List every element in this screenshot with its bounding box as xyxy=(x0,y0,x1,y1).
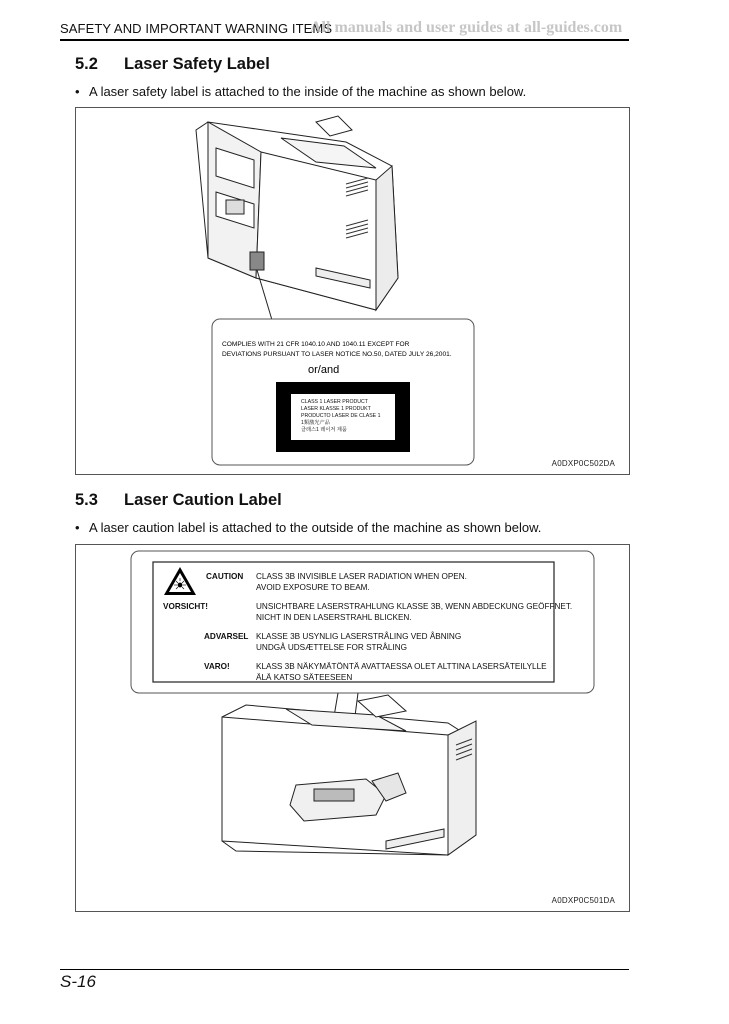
caution-heading: VORSICHT! xyxy=(163,602,209,611)
caution-text: AVOID EXPOSURE TO BEAM. xyxy=(256,583,370,592)
figure-code: A0DXP0C501DA xyxy=(551,896,615,905)
page-number: S-16 xyxy=(60,972,96,991)
caution-text: UNDGÅ UDSÆTTELSE FOR STRÅLING xyxy=(256,643,408,652)
section-title: Laser Caution Label xyxy=(124,491,282,509)
section-number: 5.3 xyxy=(75,491,98,509)
bullet-text xyxy=(75,84,526,99)
section-number: 5.2 xyxy=(75,55,98,73)
class-label-line: PRODUCTO LASER DE CLASE 1 xyxy=(301,413,381,419)
figure-code: A0DXP0C502DA xyxy=(551,459,615,468)
bullet-icon: • xyxy=(75,84,80,99)
compliance-line-2: DEVIATIONS PURSUANT TO LASER NOTICE NO.50, DATED JULY 26,2001. xyxy=(222,351,452,358)
caution-heading: VARO! xyxy=(204,662,230,671)
caution-text: CLASS 3B INVISIBLE LASER RADIATION WHEN OPEN. xyxy=(256,572,467,581)
footer-rule xyxy=(60,969,629,970)
class-label-line: LASER KLASSE 1 PRODUKT xyxy=(301,406,371,412)
caution-text: NICHT IN DEN LASERSTRAHL BLICKEN. xyxy=(256,613,412,622)
caution-heading: CAUTION xyxy=(206,572,244,581)
figure-laser-caution-label xyxy=(75,544,630,912)
page-header xyxy=(60,20,629,41)
bullet-label: A laser caution label is attached to the outside of the machine as shown below. xyxy=(89,520,542,535)
compliance-line-1: COMPLIES WITH 21 CFR 1040.10 AND 1040.11 EXCEPT FOR xyxy=(222,341,410,348)
caution-illustration xyxy=(76,545,629,911)
caution-text: KLASSE 3B USYNLIG LASERSTRÅLING VED ÅBNING xyxy=(256,632,462,641)
section-title: Laser Safety Label xyxy=(124,55,270,73)
bullet-text xyxy=(75,520,541,535)
caution-text: ÄLÄ KATSO SÄTEESEEN xyxy=(256,673,353,682)
class-label-line: CLASS 1 LASER PRODUCT xyxy=(301,399,368,405)
class-label-line: 클래스1 레이저 제품 xyxy=(301,427,347,433)
caution-heading: ADVARSEL xyxy=(204,632,249,641)
figure-laser-safety-label xyxy=(75,107,630,475)
or-and-text: or/and xyxy=(308,364,340,376)
watermark: All manuals and user guides at all-guides.com xyxy=(310,19,623,36)
caution-text: KLASS 3B NÄKYMÄTÖNTÄ AVATTAESSA OLET ALTTINA LASERSÄTEILYLLE xyxy=(256,662,547,671)
header-title: SAFETY AND IMPORTANT WARNING ITEMS xyxy=(60,21,333,36)
caution-text: UNSICHTBARE LASERSTRAHLUNG KLASSE 3B, WENN ABDECKUNG GEÖFFNET. xyxy=(256,602,573,611)
bullet-icon: • xyxy=(75,520,80,535)
class-label-line: 1類激光产品 xyxy=(301,420,330,426)
printer-illustration xyxy=(76,108,629,474)
bullet-label: A laser safety label is attached to the inside of the machine as shown below. xyxy=(89,84,527,99)
